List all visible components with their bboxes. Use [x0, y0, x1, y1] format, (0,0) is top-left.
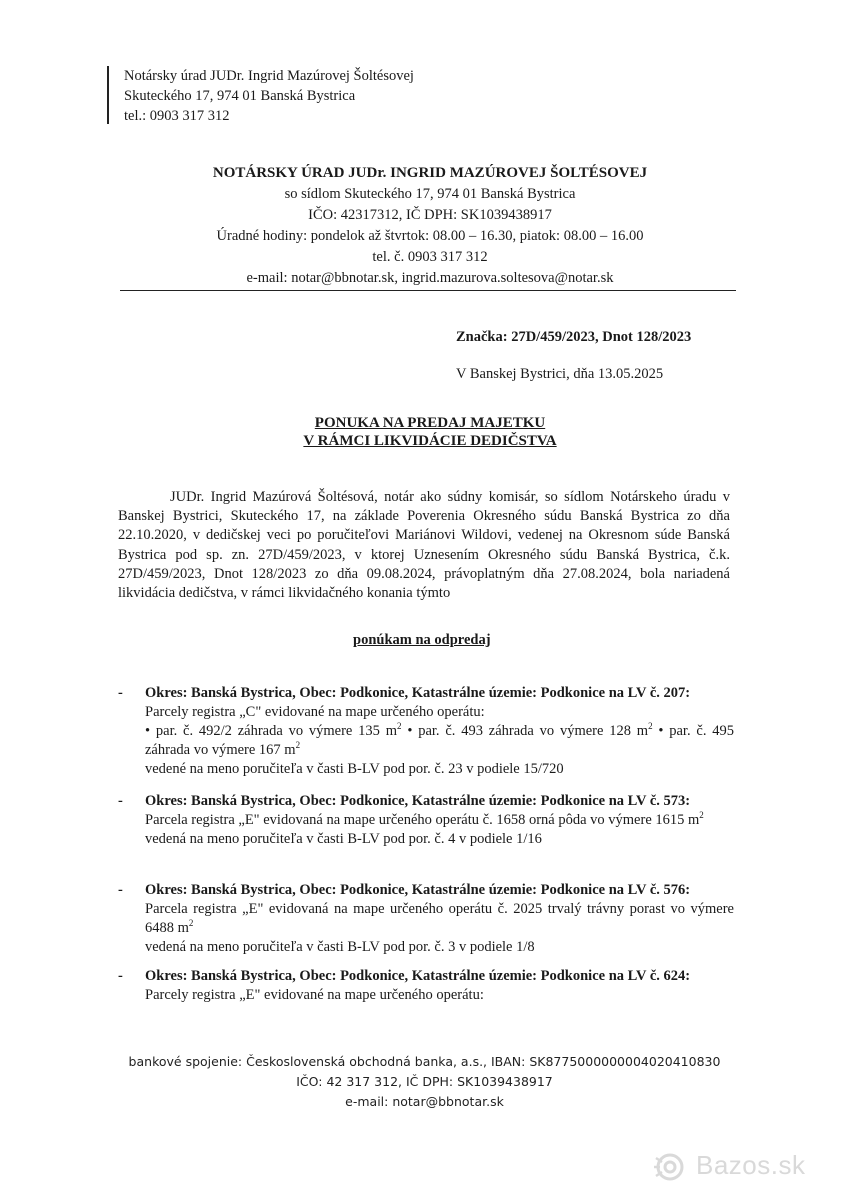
item-owner: vedené na meno poručiteľa v časti B-LV pod por. č. 23 v podiele 15/720	[145, 761, 564, 777]
document-title	[200, 414, 660, 450]
item-parcels: • par. č. 492/2 záhrada vo výmere 135 $m^2$ • par. č. 493 záhrada vo výmere 128 $m^2$ • par. č. 495 záhrada vo výmere 167 $m^2$	[145, 721, 735, 758]
list-dash: -	[118, 882, 123, 898]
office-stamp	[124, 66, 414, 126]
intro-paragraph	[118, 488, 730, 603]
list-dash: -	[118, 793, 123, 809]
item-register: Parcely registra „C" evidované na mape určeného operátu:	[145, 704, 485, 720]
office-name: NOTÁRSKY ÚRAD JUDr. INGRID MAZÚROVEJ ŠOLTÉSOVEJ	[212, 165, 648, 181]
item-heading: Okres: Banská Bystrica, Obec: Podkonice, Katastrálne územie: Podkonice na LV č. 576:	[145, 882, 691, 898]
office-email: e-mail: notar@bbnotar.sk, ingrid.mazurova.soltesova@notar.sk	[246, 270, 614, 286]
item-parcels: Parcela registra „E" evidovaná na mape určeného operátu č. 1658 orná pôda vo výmere 1615 $m^2$	[145, 810, 704, 828]
stamp-line-3: tel.: 0903 317 312	[124, 108, 230, 124]
watermark-text: Bazos.sk	[696, 1150, 806, 1180]
list-item	[118, 881, 734, 957]
watermark	[650, 1150, 806, 1182]
watermark-logo-icon	[650, 1152, 690, 1182]
list-dash: -	[118, 685, 123, 701]
office-phone: tel. č. 0903 317 312	[372, 249, 488, 265]
list-item	[118, 684, 734, 779]
letterhead	[120, 163, 740, 289]
title-line-1: PONUKA NA PREDAJ MAJETKU	[314, 415, 546, 431]
item-heading: Okres: Banská Bystrica, Obec: Podkonice, Katastrálne územie: Podkonice na LV č. 624:	[145, 968, 691, 984]
item-owner: vedená na meno poručiteľa v časti B-LV pod por. č. 4 v podiele 1/16	[145, 831, 542, 847]
footer-bank: bankové spojenie: Československá obchodná banka, a.s., IBAN: SK8775000000004020410830	[128, 1054, 721, 1069]
intro-text: JUDr. Ingrid Mazúrová Šoltésová, notár ako súdny komisár, so sídlom Notárskeho úradu v Banskej Bystrici, Skuteckého 17, na základe Poverenia Okresného súdu Banská Bystrica zo dňa 22.10.2020, v dedičskej veci po poručiteľovi Mariánovi Wildovi, vedenej na Okresnom súde Banská Bystrica pod sp. zn. 27D/459/2023, v ktorej Uznesením Okresného súdu Banská Bystrica, č.k. 27D/459/2023, Dnot 128/2023 zo dňa 09.08.2024, právoplatným dňa 27.08.2024, bola nariadená likvidácia dedičstva, v rámci likvidačného konania týmto	[118, 489, 730, 602]
item-heading: Okres: Banská Bystrica, Obec: Podkonice, Katastrálne územie: Podkonice na LV č. 207:	[145, 685, 691, 701]
item-heading: Okres: Banská Bystrica, Obec: Podkonice, Katastrálne územie: Podkonice na LV č. 573:	[145, 793, 691, 809]
office-ids: IČO: 42317312, IČ DPH: SK1039438917	[308, 207, 552, 223]
item-register: Parcely registra „E" evidované na mape určeného operátu:	[145, 987, 484, 1003]
title-line-2: V RÁMCI LIKVIDÁCIE DEDIČSTVA	[303, 433, 557, 449]
footer-email: e-mail: notar@bbnotar.sk	[345, 1094, 504, 1109]
list-dash: -	[118, 968, 123, 984]
document-date: V Banskej Bystrici, dňa 13.05.2025	[456, 366, 664, 382]
page-footer	[0, 1052, 849, 1112]
list-item	[118, 792, 734, 849]
footer-ids: IČO: 42 317 312, IČ DPH: SK1039438917	[296, 1074, 553, 1089]
reference-number: Značka: 27D/459/2023, Dnot 128/2023	[456, 329, 692, 345]
list-item	[118, 967, 734, 1005]
office-hours: Úradné hodiny: pondelok až štvrtok: 08.00 – 16.30, piatok: 08.00 – 16.00	[216, 228, 644, 244]
offer-heading: ponúkam na odpredaj	[353, 632, 491, 648]
stamp-line-2: Skuteckého 17, 974 01 Banská Bystrica	[124, 88, 356, 104]
header-divider	[120, 290, 736, 291]
item-owner: vedená na meno poručiteľa v časti B-LV pod por. č. 3 v podiele 1/8	[145, 939, 535, 955]
stamp-bar	[107, 66, 109, 124]
item-parcels: Parcela registra „E" evidovaná na mape určeného operátu č. 2025 trvalý trávny porast vo výmere 6488 $m^2$	[145, 901, 734, 936]
stamp-line-1: Notársky úrad JUDr. Ingrid Mazúrovej Šoltésovej	[124, 68, 414, 84]
office-seat: so sídlom Skuteckého 17, 974 01 Banská Bystrica	[284, 186, 576, 202]
